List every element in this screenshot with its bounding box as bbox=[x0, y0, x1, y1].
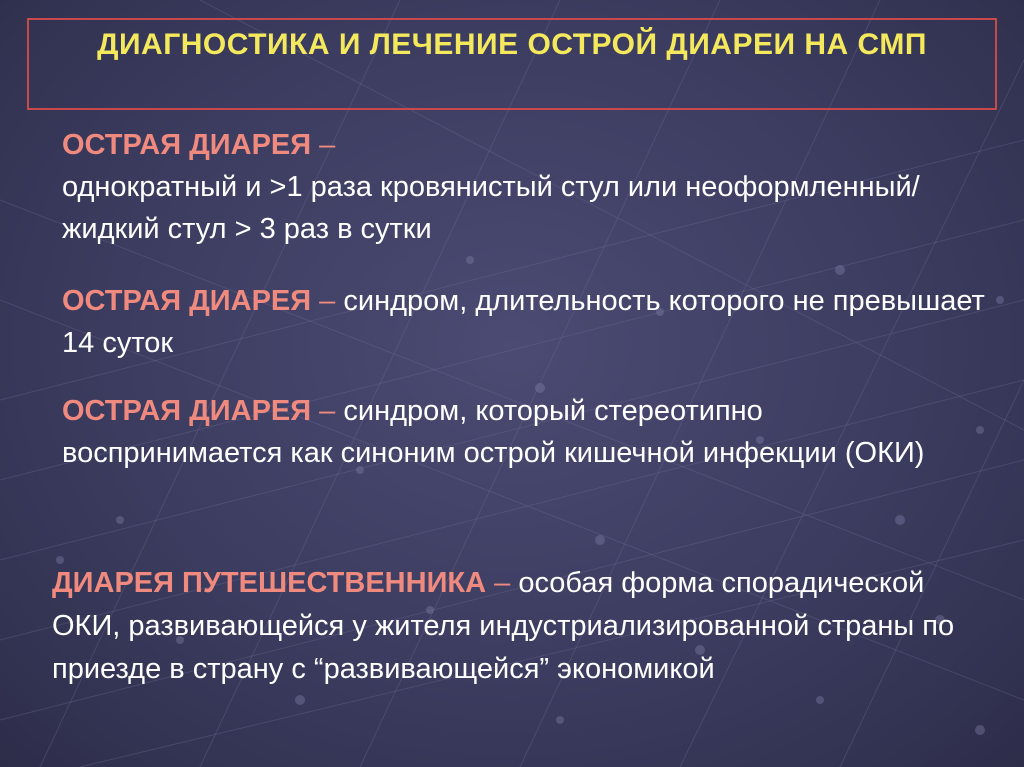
definition-text: однократный и >1 раза кровянистый стул или неоформленный/жидкий стул > 3 раз в сутки bbox=[62, 171, 920, 245]
definition-dash: – bbox=[319, 395, 336, 427]
definition-block bbox=[62, 390, 962, 474]
definition-text: синдром, который стереотипно воспринимается как синоним острой кишечной инфекции (ОКИ) bbox=[62, 395, 925, 469]
definition-dash: – bbox=[319, 129, 336, 161]
definition-block bbox=[52, 562, 992, 691]
definition-block bbox=[62, 280, 992, 364]
definition-dash: – bbox=[494, 567, 511, 599]
definition-term: ОСТРАЯ ДИАРЕЯ bbox=[62, 285, 312, 317]
definition-term: ОСТРАЯ ДИАРЕЯ bbox=[62, 395, 312, 427]
slide-title bbox=[27, 18, 997, 110]
definition-text: синдром, длительность которого не превышает 14 суток bbox=[62, 285, 985, 359]
definition-dash: – bbox=[319, 285, 336, 317]
definition-term: ДИАРЕЯ ПУТЕШЕСТВЕННИКА bbox=[52, 567, 487, 599]
definition-term: ОСТРАЯ ДИАРЕЯ bbox=[62, 129, 312, 161]
slide-title-text: ДИАГНОСТИКА И ЛЕЧЕНИЕ ОСТРОЙ ДИАРЕИ НА СМП bbox=[97, 28, 927, 61]
definition-text: особая форма спорадической ОКИ, развивающейся у жителя индустриализированной страны по приезде в страну с “развивающейся” экономикой bbox=[52, 567, 955, 685]
definition-block bbox=[62, 124, 962, 250]
